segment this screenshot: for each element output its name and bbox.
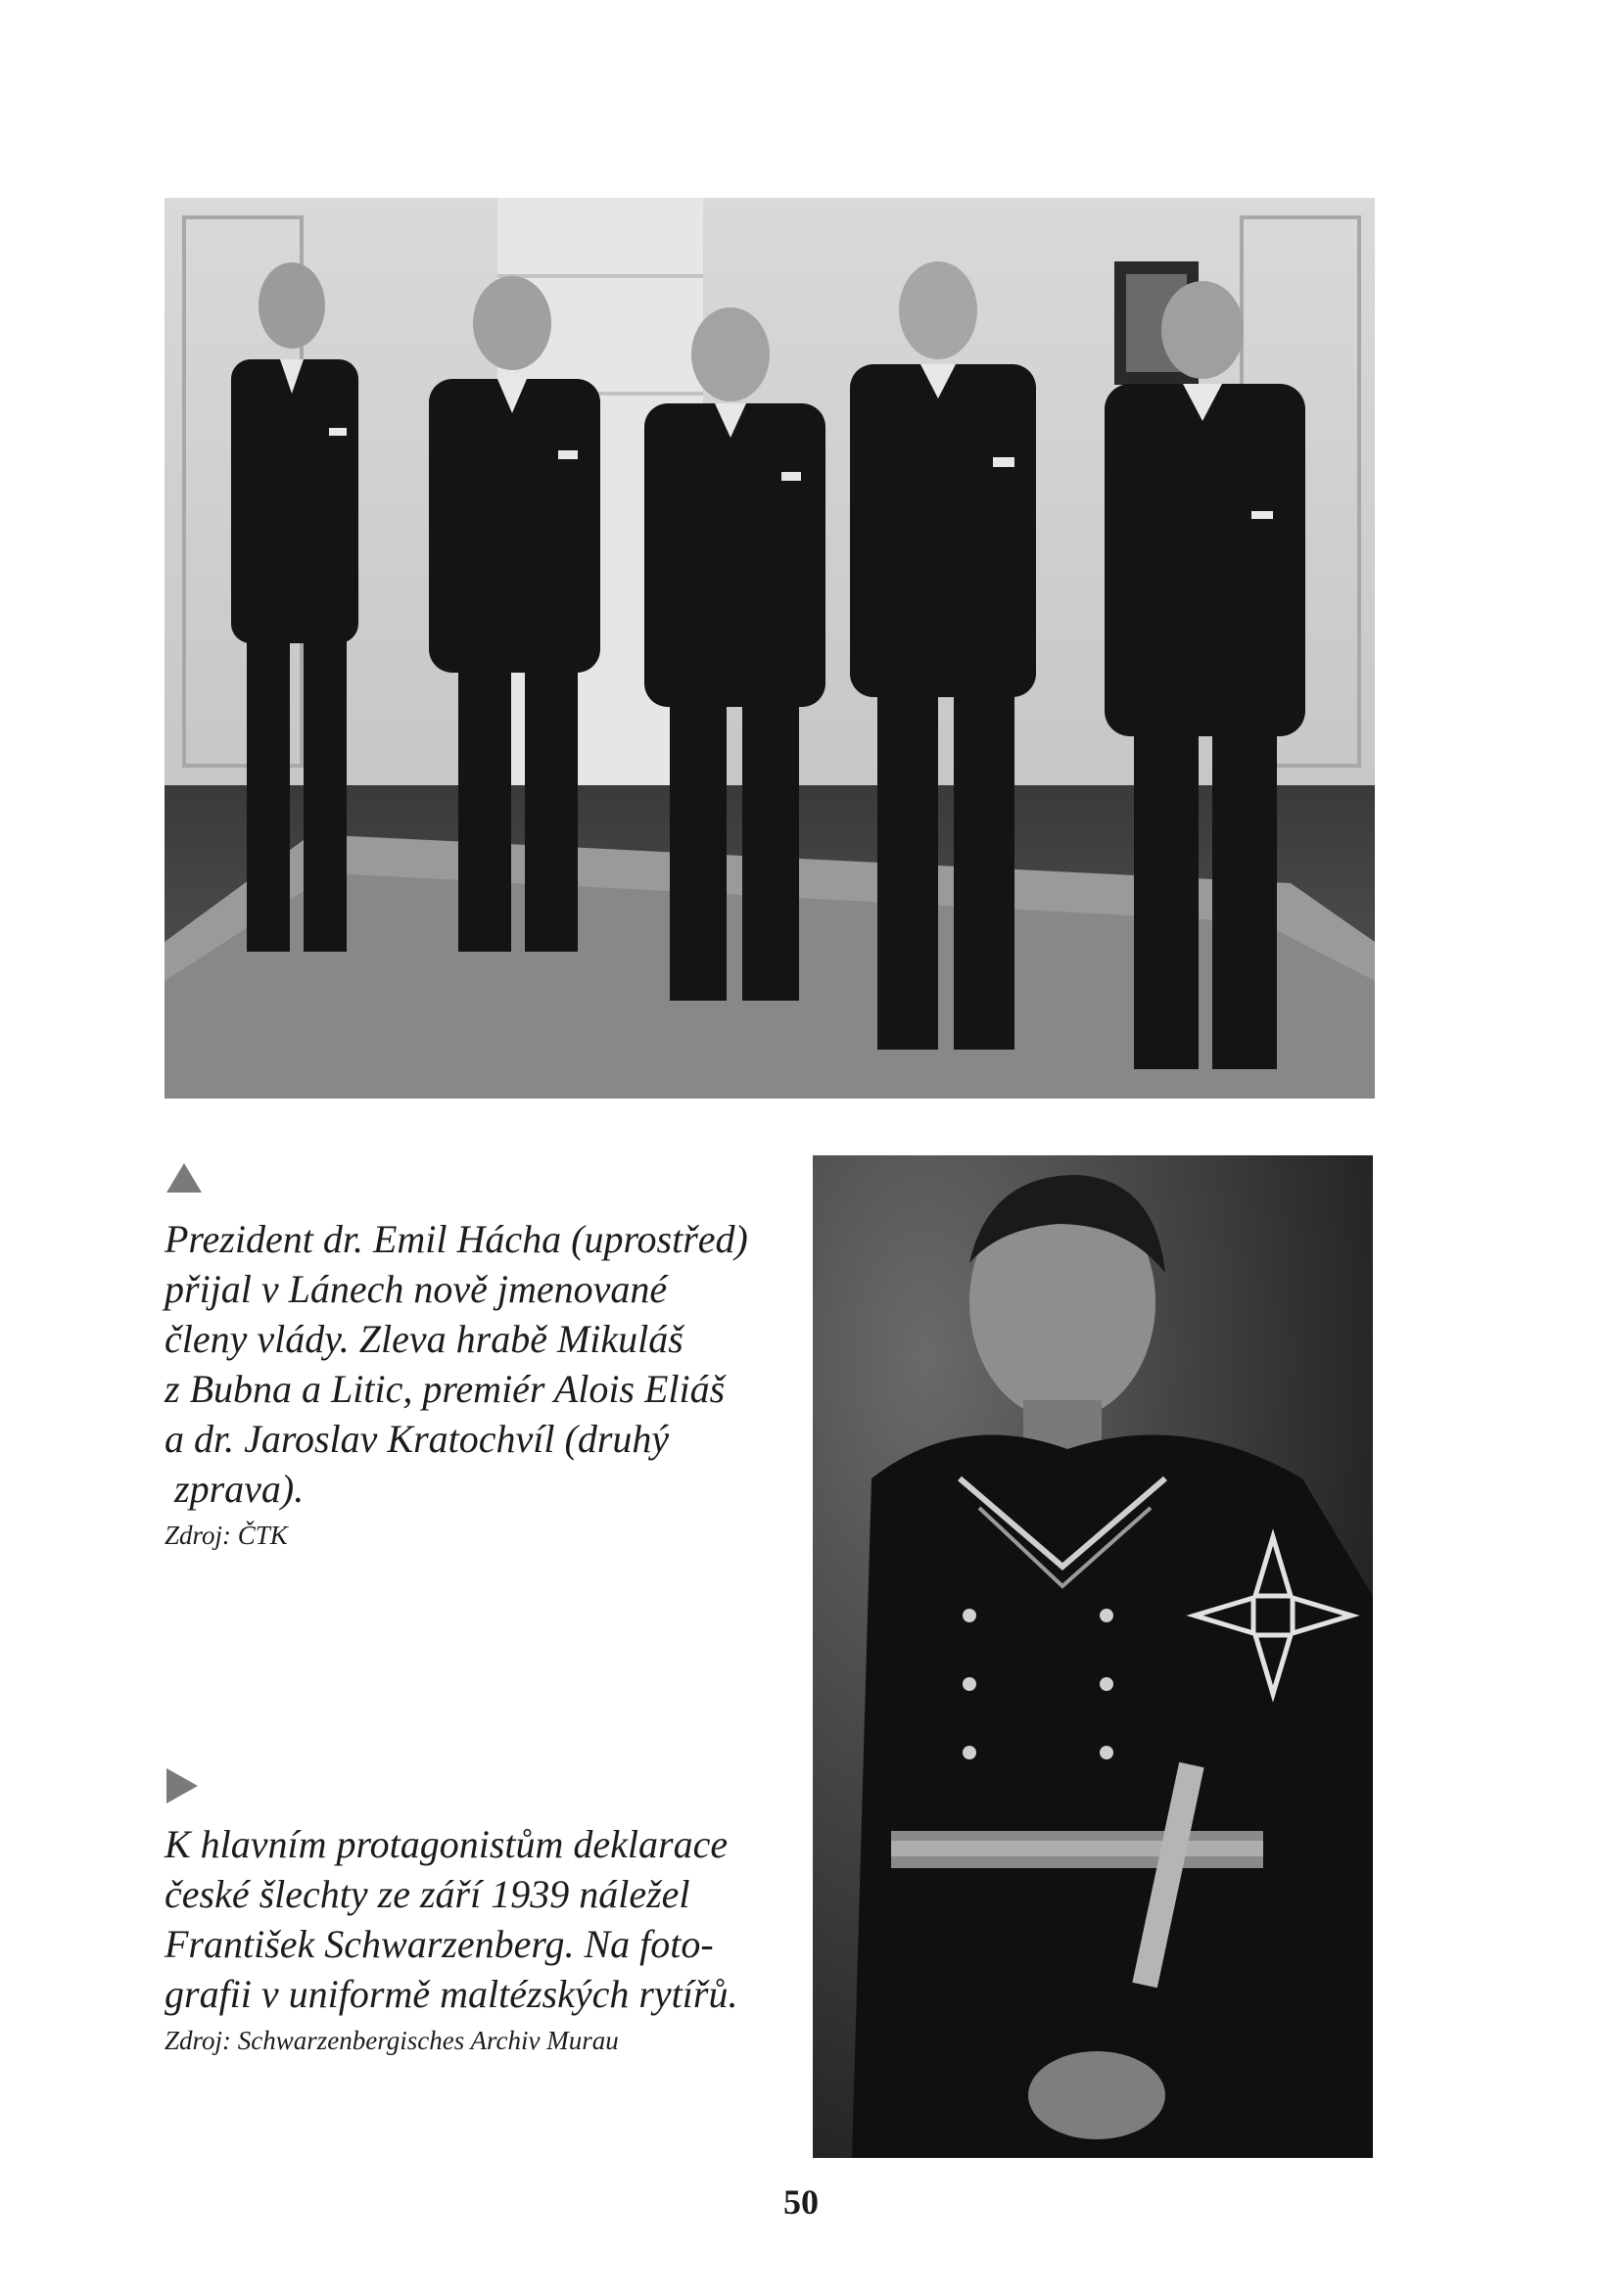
caption-line: z Bubna a Litic, premiér Alois Eliáš xyxy=(165,1367,726,1411)
caption-source: Zdroj: Schwarzenbergisches Archiv Murau xyxy=(165,2026,619,2055)
caption-line: grafii v uniformě maltézských rytířů. xyxy=(165,1972,738,2016)
caption-arrow-up-icon xyxy=(166,1163,202,1193)
page-number: 50 xyxy=(783,2182,819,2222)
caption-source: Zdroj: ČTK xyxy=(165,1521,288,1550)
photo-schwarzenberg-portrait xyxy=(813,1155,1373,2158)
caption-line: členy vlády. Zleva hrabě Mikuláš xyxy=(165,1317,683,1361)
caption-portrait-photo xyxy=(165,1819,791,2060)
caption-line: zprava). xyxy=(165,1467,305,1511)
caption-arrow-right-icon xyxy=(166,1768,198,1804)
caption-line: Prezident dr. Emil Hácha (uprostřed) xyxy=(165,1217,748,1261)
caption-line: a dr. Jaroslav Kratochvíl (druhý xyxy=(165,1417,670,1461)
caption-line: přijal v Lánech nově jmenované xyxy=(165,1267,668,1311)
photo-government-members-image xyxy=(165,198,1375,1099)
caption-line: K hlavním protagonistům deklarace xyxy=(165,1822,729,1866)
caption-line: František Schwarzenberg. Na foto- xyxy=(165,1922,714,1966)
photo-government-members xyxy=(165,198,1375,1099)
caption-line: české šlechty ze září 1939 náležel xyxy=(165,1872,690,1916)
caption-top-photo xyxy=(165,1214,791,1555)
photo-schwarzenberg-portrait-image xyxy=(813,1155,1373,2158)
